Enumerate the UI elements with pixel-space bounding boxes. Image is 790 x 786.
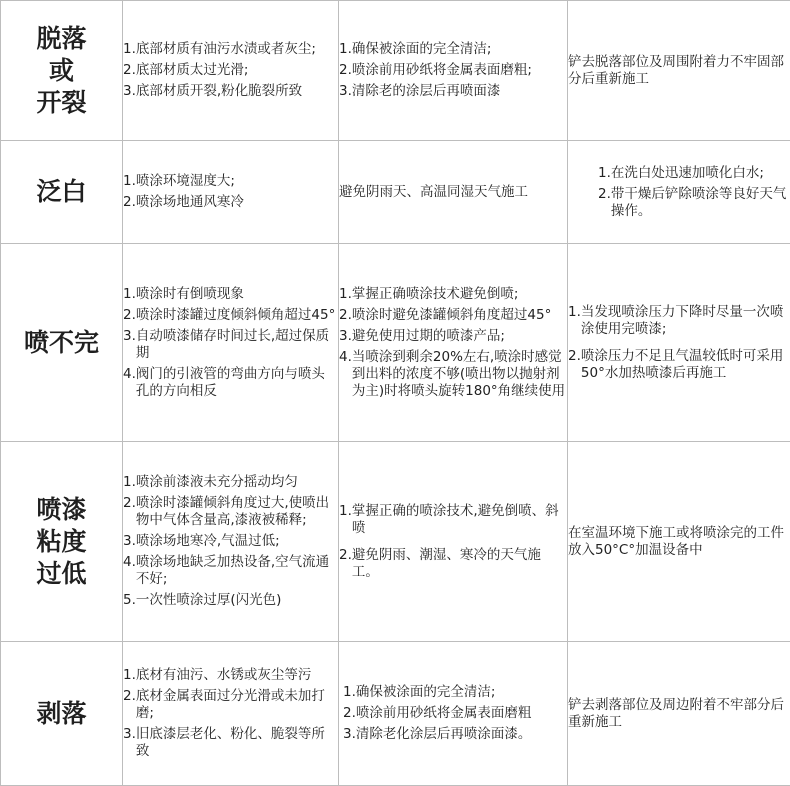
prevention-cell [339, 141, 568, 244]
prevention-list [343, 684, 563, 743]
cause-list [123, 474, 338, 609]
table-row-flaking [1, 642, 790, 786]
defect-label: 脱落 或 开裂 [1, 23, 122, 119]
prevention-cell [339, 1, 568, 141]
prevention-cell [339, 244, 568, 442]
remedy-list [598, 165, 790, 220]
list-item: 3. 清除老化涂层后再喷涂面漆。 [343, 726, 563, 743]
remedy-cell [568, 244, 790, 442]
list-item: 1. 确保被涂面的完全清洁; [343, 684, 563, 701]
cause-cell [123, 1, 339, 141]
defect-name [1, 1, 123, 141]
list-item: 2. 喷涂时漆罐倾斜角度过大,使喷出物中气体含量高,漆液被稀释; [123, 495, 338, 529]
list-item: 1. 喷涂时有倒喷现象 [123, 286, 338, 303]
remedy-text: 在室温环境下施工或将喷涂完的工件放入50°C°加温设备中 [568, 525, 790, 559]
list-item: 2. 底材金属表面过分光滑或未加打磨; [123, 688, 338, 722]
prevention-cell [339, 442, 568, 642]
remedy-text: 铲去剥落部位及周边附着不牢部分后重新施工 [568, 697, 790, 731]
table-row-peeling-cracking [1, 1, 790, 141]
list-item: 4. 阀门的引液管的弯曲方向与喷头孔的方向相反 [123, 366, 338, 400]
list-item: 3. 旧底漆层老化、粉化、脆裂等所致 [123, 726, 338, 760]
prevention-list [339, 41, 567, 100]
table-row-low-viscosity [1, 442, 790, 642]
prevention-list [339, 286, 567, 400]
list-item: 2. 喷涂压力不足且气温较低时可采用50°水加热喷漆后再施工 [568, 348, 790, 382]
list-item: 1. 确保被涂面的完全清洁; [339, 41, 567, 58]
defect-label: 剥落 [1, 698, 122, 730]
table-row-incomplete-spray [1, 244, 790, 442]
defect-name [1, 141, 123, 244]
cause-cell [123, 141, 339, 244]
list-item: 3. 底部材质开裂,粉化脆裂所致 [123, 83, 338, 100]
list-item: 2. 喷涂时避免漆罐倾斜角度超过45° [339, 307, 567, 324]
list-item: 1. 喷涂环境湿度大; [123, 173, 338, 190]
remedy-text: 铲去脱落部位及周围附着力不牢固部分后重新施工 [568, 54, 790, 88]
cause-cell [123, 642, 339, 786]
cause-list [123, 286, 338, 400]
list-item: 2. 喷涂时漆罐过度倾斜倾角超过45° [123, 307, 338, 324]
prevention-list [339, 503, 567, 581]
list-item: 3. 自动喷漆储存时间过长,超过保质期 [123, 328, 338, 362]
list-item: 2. 喷涂前用砂纸将金属表面磨粗; [339, 62, 567, 79]
cause-cell [123, 442, 339, 642]
list-item: 3. 避免使用过期的喷漆产品; [339, 328, 567, 345]
prevention-cell [339, 642, 568, 786]
list-item: 1. 底部材质有油污水渍或者灰尘; [123, 41, 338, 58]
cause-list [123, 173, 338, 211]
list-item: 1. 掌握正确喷涂技术避免倒喷; [339, 286, 567, 303]
list-item: 2. 喷涂场地通风寒冷 [123, 194, 338, 211]
list-item: 3. 喷涂场地寒冷,气温过低; [123, 533, 338, 550]
list-item: 5. 一次性喷涂过厚(闪光色) [123, 592, 338, 609]
defect-label: 喷不完 [1, 327, 122, 359]
list-item: 3. 清除老的涂层后再喷面漆 [339, 83, 567, 100]
remedy-cell [568, 642, 790, 786]
list-item: 4. 当喷涂到剩余20%左右,喷涂时感觉到出料的浓度不够(喷出物以抛射剂为主)时将喷头旋转180°角继续使用 [339, 349, 567, 400]
list-item: 1. 在洗白处迅速加喷化白水; [598, 165, 790, 182]
defect-name [1, 442, 123, 642]
list-item: 2. 带干燥后铲除喷涂等良好天气操作。 [598, 186, 790, 220]
list-item: 2. 底部材质太过光滑; [123, 62, 338, 79]
list-item: 4. 喷涂场地缺乏加热设备,空气流通不好; [123, 554, 338, 588]
remedy-cell [568, 442, 790, 642]
remedy-cell [568, 141, 790, 244]
defect-name [1, 244, 123, 442]
list-item: 2. 喷涂前用砂纸将金属表面磨粗 [343, 705, 563, 722]
table-row-blushing [1, 141, 790, 244]
list-item: 1. 掌握正确的喷涂技术,避免倒喷、斜喷 [339, 503, 567, 537]
defect-label: 喷漆 粘度 过低 [1, 494, 122, 590]
list-item: 1. 底材有油污、水锈或灰尘等污 [123, 667, 338, 684]
list-item: 1. 喷涂前漆液未充分摇动均匀 [123, 474, 338, 491]
list-item: 1. 当发现喷涂压力下降时尽量一次喷涂使用完喷漆; [568, 304, 790, 338]
defect-name [1, 642, 123, 786]
defect-label: 泛白 [1, 176, 122, 208]
cause-list [123, 41, 338, 100]
remedy-list [568, 304, 790, 382]
cause-list [123, 667, 338, 760]
cause-cell [123, 244, 339, 442]
remedy-cell [568, 1, 790, 141]
list-item: 2. 避免阴雨、潮湿、寒冷的天气施工。 [339, 547, 567, 581]
prevention-text: 避免阴雨天、高温同湿天气施工 [339, 184, 567, 201]
